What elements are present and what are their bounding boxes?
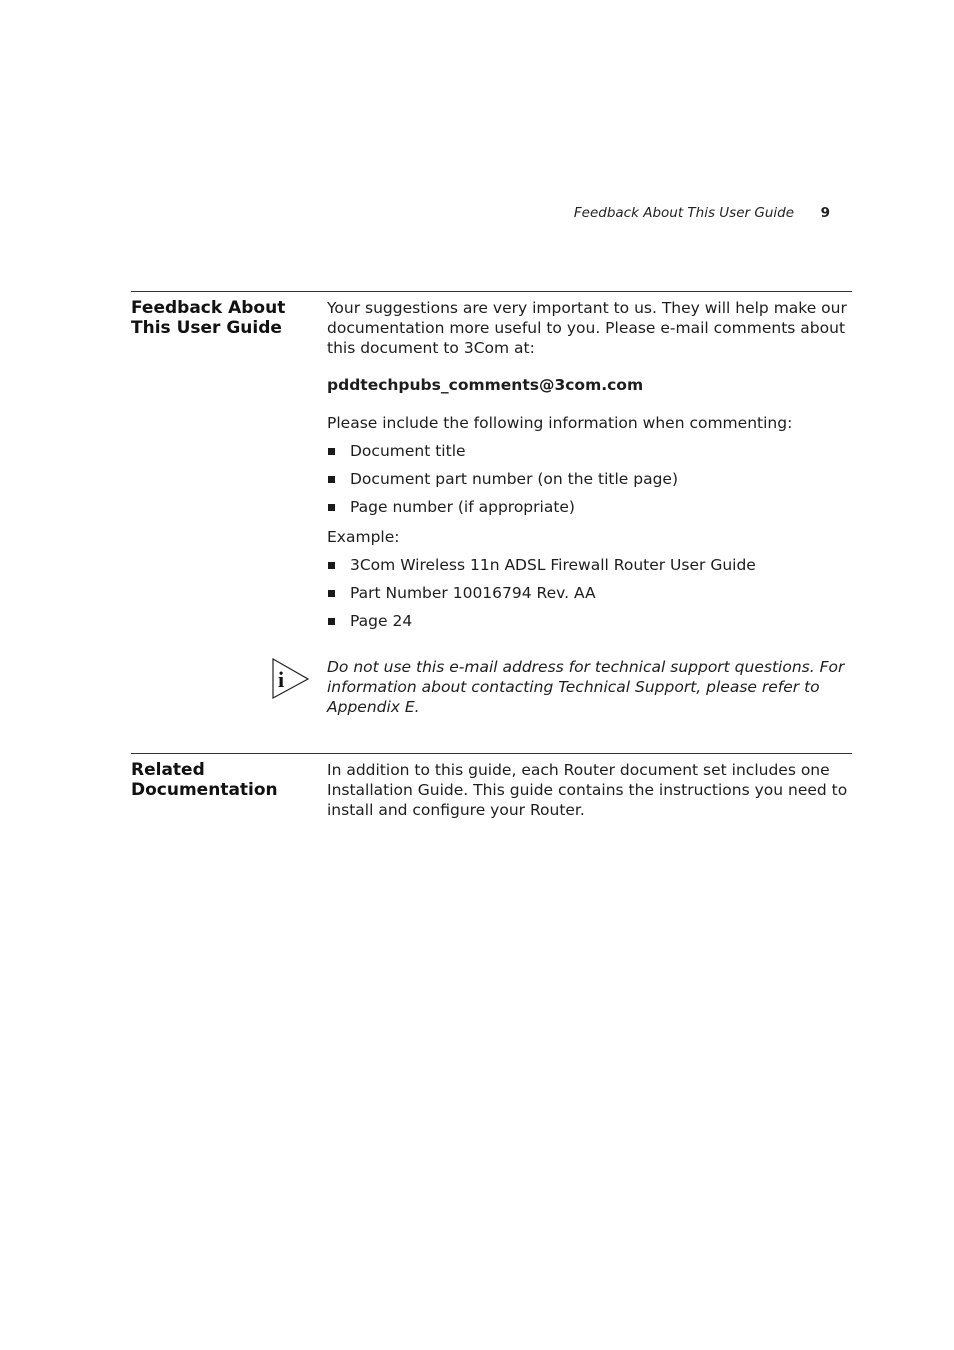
list-item-text: Page number (if appropriate) xyxy=(350,498,575,516)
feedback-section-heading xyxy=(131,298,311,338)
related-section-body: In addition to this guide, each Router document set includes one Installation Guide. This guide contains the instructions you need to install and configure your Router. xyxy=(327,761,848,819)
note-text: Do not use this e-mail address for technical support questions. For information about contacting Technical Support, please refer to Appendix E. xyxy=(327,658,845,716)
feedback-email: pddtechpubs_comments@3com.com xyxy=(327,376,644,394)
info-note-icon xyxy=(270,657,310,701)
bullet-icon xyxy=(328,562,335,569)
related-heading-line1: Related xyxy=(131,760,205,780)
bullet-icon xyxy=(328,618,335,625)
section-divider xyxy=(131,291,852,292)
feedback-heading-line1: Feedback About xyxy=(131,298,286,318)
bullet-icon xyxy=(328,590,335,597)
list-item xyxy=(327,611,852,631)
feedback-heading-line2: This User Guide xyxy=(131,318,282,338)
include-list xyxy=(327,441,852,517)
example-list xyxy=(327,555,852,631)
svg-text:i: i xyxy=(278,667,285,692)
bullet-icon xyxy=(328,476,335,483)
list-item-text: Document part number (on the title page) xyxy=(350,470,678,488)
bullet-icon xyxy=(328,448,335,455)
bullet-icon xyxy=(328,504,335,511)
list-item xyxy=(327,441,852,461)
include-instructions: Please include the following information when commenting: xyxy=(327,414,793,432)
running-header-title: Feedback About This User Guide xyxy=(573,205,794,221)
list-item-text: Document title xyxy=(350,442,466,460)
related-heading-line2: Documentation xyxy=(131,780,278,800)
list-item-text: 3Com Wireless 11n ADSL Firewall Router User Guide xyxy=(350,556,756,574)
list-item xyxy=(327,497,852,517)
list-item xyxy=(327,583,852,603)
list-item-text: Part Number 10016794 Rev. AA xyxy=(350,584,596,602)
page-number: 9 xyxy=(820,205,830,221)
feedback-section-body xyxy=(327,298,852,639)
feedback-intro: Your suggestions are very important to us. They will help make our documentation more useful to you. Please e-mail comments about this document to 3Com at: xyxy=(327,299,847,357)
list-item-text: Page 24 xyxy=(350,612,413,630)
list-item xyxy=(327,469,852,489)
list-item xyxy=(327,555,852,575)
section-divider xyxy=(131,753,852,754)
example-label: Example: xyxy=(327,528,400,546)
related-section-heading xyxy=(131,760,311,800)
